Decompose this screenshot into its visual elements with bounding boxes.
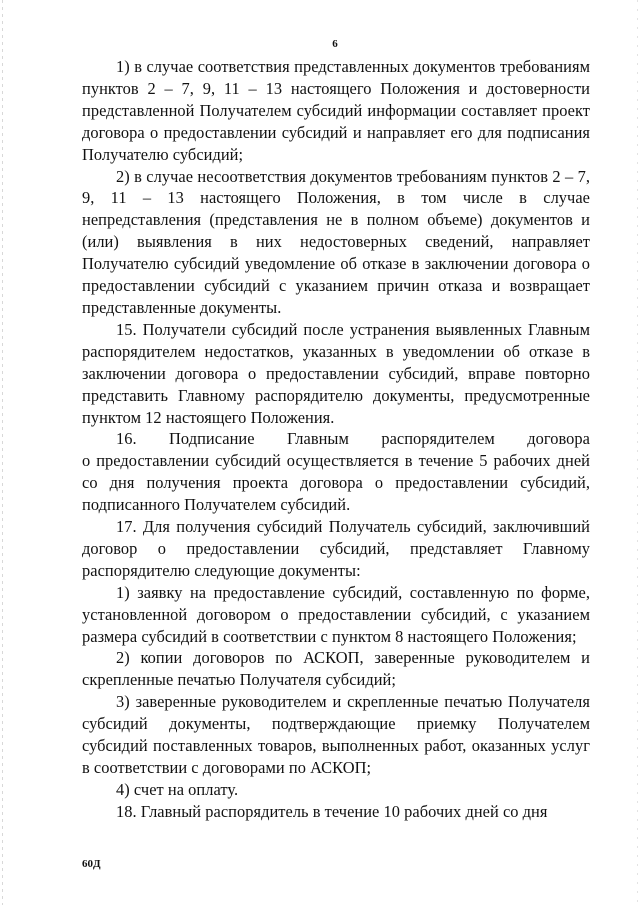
document-body <box>82 56 590 823</box>
footer-code: 60Д <box>82 858 101 870</box>
paragraph-16-continuation: о предоставлении субсидий осуществляется в течение 5 рабочих дней со дня получения проекта договора о предоставлении субсидий, подписанного Получателем субсидий. <box>82 451 590 515</box>
paragraph-18: 18. Главный распорядитель в течение 10 рабочих дней со дня <box>116 801 548 821</box>
paragraph-17: 17. Для получения субсидий Получатель субсидий, заключивший договор о предоставлении субсидий, представляет Главному распорядителю следующие документы: <box>82 517 590 580</box>
paragraph-17-item-1: 1) заявку на предоставление субсидий, составленную по форме, установленной договором о предоставлении субсидий, с указанием размера субсидий в соответствии с пунктом 8 настоящего Положения; <box>82 582 590 646</box>
paragraph-1-item-2: 2) в случае несоответствия документов требованиям пунктов 2 – 7, 9, 11 – 13 настоящего Положения, в том числе в случае непредставления (представления не в полном объеме) документов и (или) выявления в них недостоверных сведений, направляет Получателю субсидий уведомление об отказе в заключении договора о предоставлении субсидий с указанием причин отказа и возвращает представленные документы. <box>82 166 590 317</box>
paragraph-17-item-3: 3) заверенные руководителем и скрепленные печатью Получателя субсидий документы, подтверждающие приемку Получателем субсидий поставленных товаров, выполненных работ, оказанных услуг в соответствии с договорами по АСКОП; <box>82 692 590 777</box>
paragraph-15: 15. Получатели субсидий после устранения выявленных Главным распорядителем недостатков, указанных в уведомлении об отказе в заключении договора о предоставлении субсидий, вправе повторно представить Главному распорядителю документы, предусмотренные пунктом 12 настоящего Положения. <box>82 319 590 427</box>
scan-edge-right <box>637 0 638 905</box>
scan-edge-left <box>2 0 3 905</box>
paragraph-17-item-4: 4) счет на оплату. <box>116 779 239 799</box>
paragraph-17-item-2: 2) копии договоров по АСКОП, заверенные руководителем и скрепленные печатью Получателя субсидий; <box>82 648 590 690</box>
paragraph-1-item-1: 1) в случае соответствия представленных документов требованиям пунктов 2 – 7, 9, 11 – 13 настоящего Положения и достоверности представленной Получателем субсидий информации составляет проект договора о предоставлении субсидий и направляет его для подписания Получателю субсидий; <box>82 57 590 164</box>
page-number: 6 <box>332 38 338 50</box>
paragraph-16-first-line: 16. Подписание Главным распорядителем договора <box>116 429 590 449</box>
